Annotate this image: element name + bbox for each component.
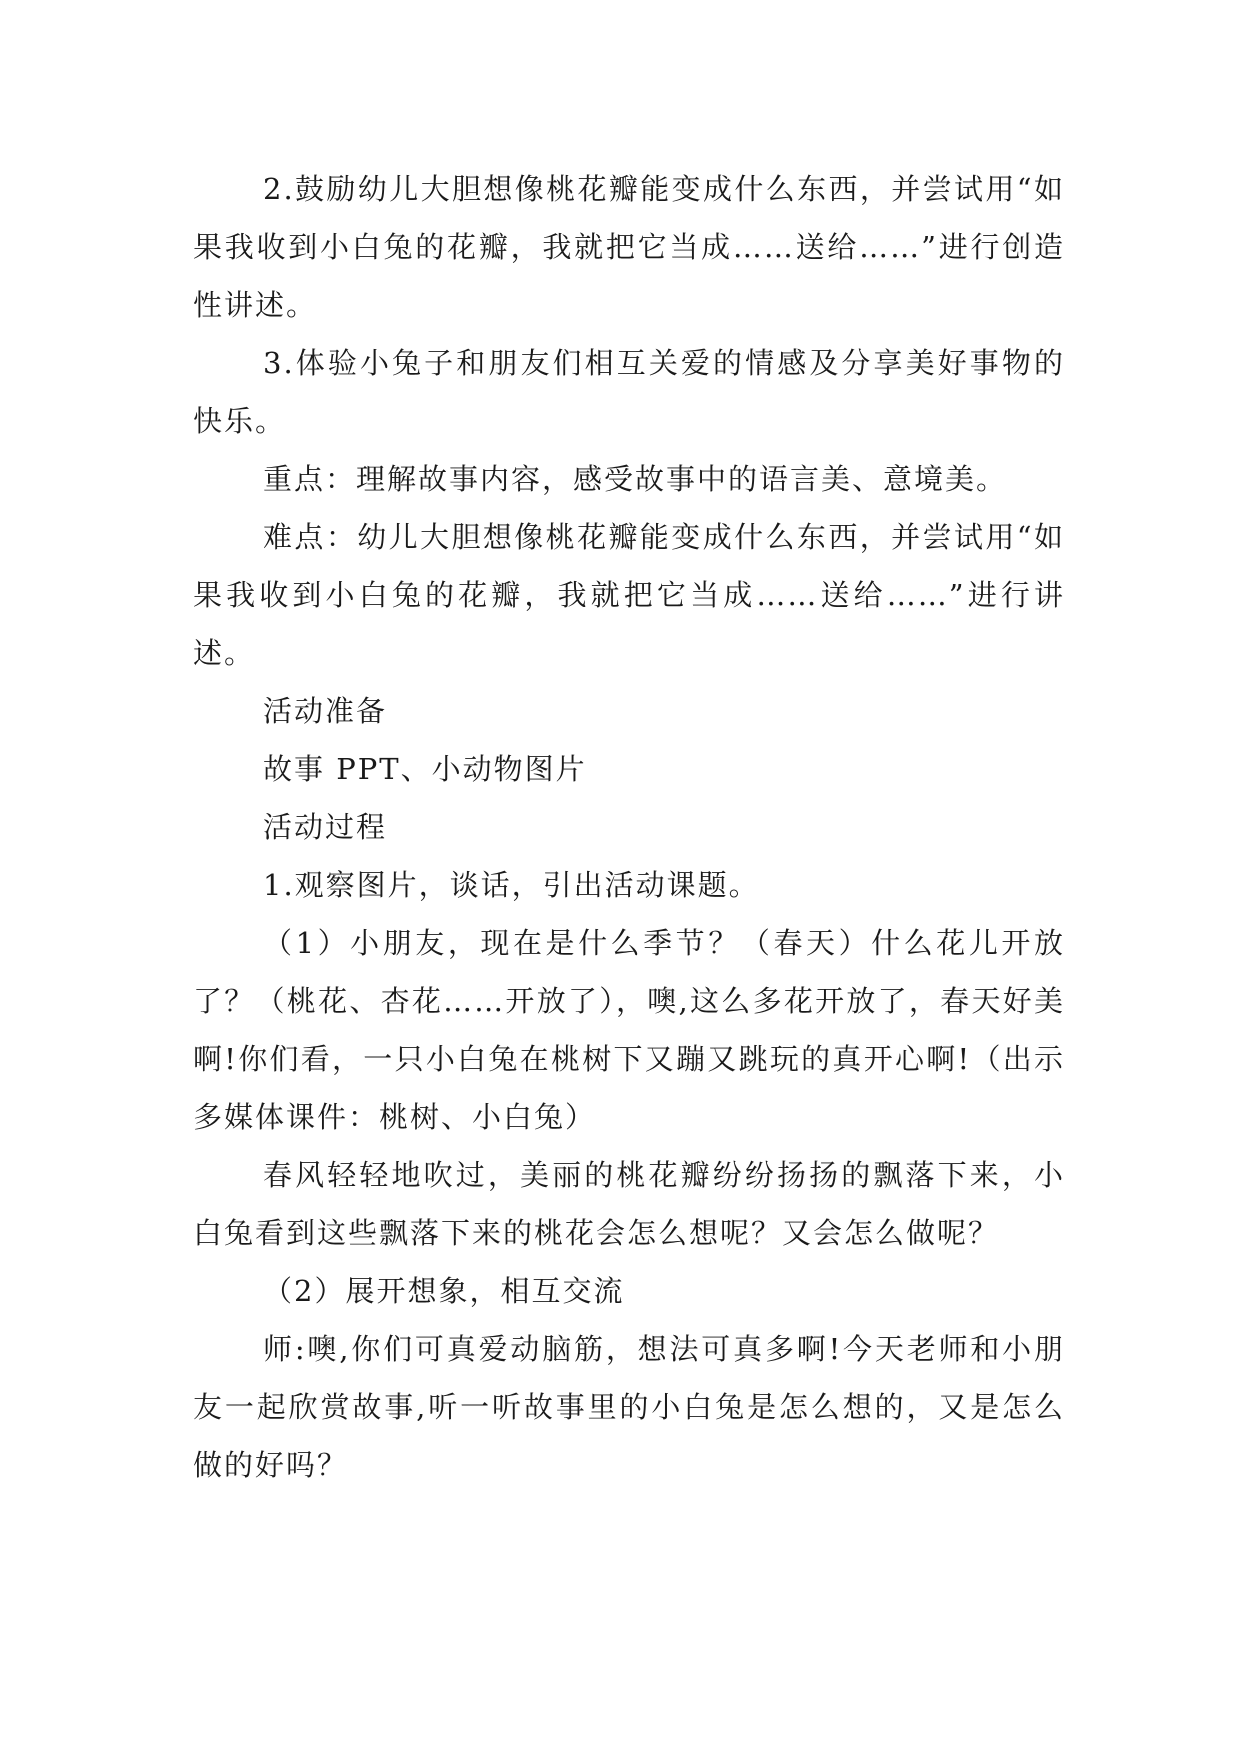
paragraph-key-point: 重点：理解故事内容，感受故事中的语言美、意境美。: [263, 462, 1008, 496]
paragraph-objective-3: 3.体验小兔子和朋友们相互关爱的情感及分享美好事物的快乐。: [193, 346, 1065, 438]
paragraph-materials: 故事 PPT、小动物图片: [263, 752, 587, 786]
paragraph-step-1-2: （2）展开想象，相互交流: [263, 1274, 625, 1308]
paragraph-step-1: 1.观察图片，谈话，引出活动课题。: [263, 868, 760, 902]
paragraph-spring-breeze: 春风轻轻地吹过，美丽的桃花瓣纷纷扬扬的飘落下来，小白兔看到这些飘落下来的桃花会怎么想呢？又会怎么做呢？: [193, 1158, 1065, 1250]
heading-preparation: 活动准备: [263, 694, 388, 728]
paragraph-step-1-1: （1）小朋友，现在是什么季节？（春天）什么花儿开放了？（桃花、杏花……开放了），噢,这么多花开放了，春天好美啊!你们看，一只小白兔在桃树下又蹦又跳玩的真开心啊!（出示多媒体课件：桃树、小白兔）: [193, 926, 1065, 1134]
document-body: [193, 160, 1065, 1494]
paragraph-difficulty: 难点：幼儿大胆想像桃花瓣能变成什么东西，并尝试用“如果我收到小白兔的花瓣，我就把它当成……送给……”进行讲述。: [193, 520, 1065, 670]
paragraph-teacher: 师:噢,你们可真爱动脑筋，想法可真多啊!今天老师和小朋友一起欣赏故事,听一听故事里的小白兔是怎么想的，又是怎么做的好吗？: [193, 1332, 1065, 1482]
paragraph-objective-2: 2.鼓励幼儿大胆想像桃花瓣能变成什么东西，并尝试用“如果我收到小白兔的花瓣，我就把它当成……送给……”进行创造性讲述。: [193, 172, 1065, 322]
heading-process: 活动过程: [263, 810, 388, 844]
